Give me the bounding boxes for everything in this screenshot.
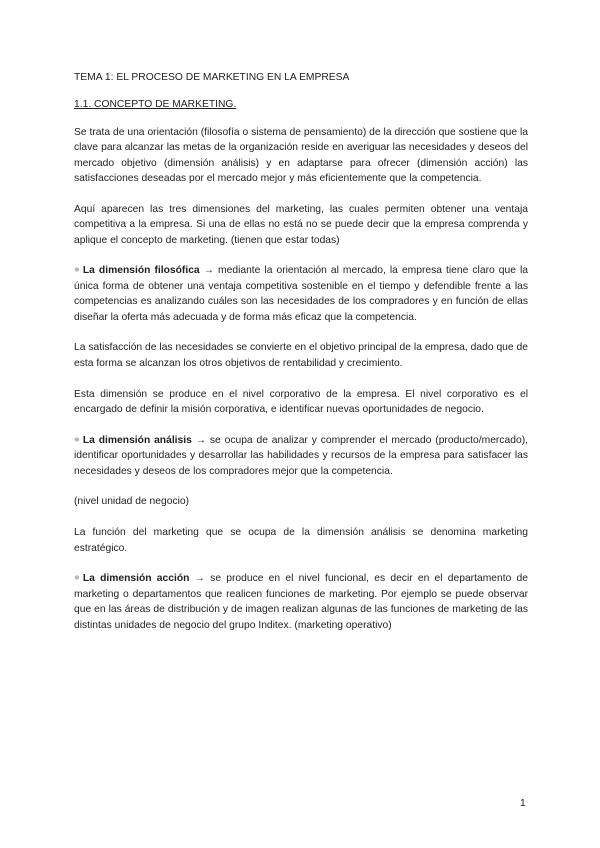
text-dimension-analisis: → se ocupa de analizar y comprender el mercado (producto/mercado), identificar oportunidades y desarrollar las habilidades y recursos de la empresa para satisfacer las necesidades y deseos de los compradores mejor que la competencia. — [74, 434, 528, 477]
snowflake-bullet-icon: ❅ — [74, 436, 80, 444]
paragraph-marketing-estrategico: La función del marketing que se ocupa de la dimensión análisis se denomina marketing estratégico. — [74, 527, 528, 554]
paragraph-definition: Se trata de una orientación (filosofía o sistema de pensamiento) de la dirección que sostiene que la clave para alcanzar las metas de la organización reside en averiguar las necesidades y deseos del mercado objetivo (dimensión análisis) y en adaptarse para ofrecer (dimensión acción) las satisfacciones deseadas por el mercado mejor y más eficientemente que la competencia. — [74, 126, 528, 185]
document-content — [74, 70, 528, 648]
paragraph-nivel-unidad: (nivel unidad de negocio) — [74, 496, 190, 508]
term-dimension-accion: La dimensión acción — [82, 573, 190, 585]
paragraph-dimension-accion — [74, 571, 528, 633]
term-dimension-analisis: La dimensión análisis — [82, 434, 192, 446]
term-dimension-filosofica: La dimensión filosófica — [82, 265, 200, 277]
paragraph-dimensions-intro: Aquí aparecen las tres dimensiones del marketing, las cuales permiten obtener una ventaja competitiva a la empresa. Si una de ellas no está no se puede decir que la empresa comprenda y aplique el concepto de marketing. (tienen que estar todas) — [74, 203, 528, 246]
text-dimension-accion: → se produce en el nivel funcional, es decir en el departamento de marketing o departamentos que realicen funciones de marketing. Por ejemplo se puede observar que en las áreas de distribución y de imagen realizan algunas de las funciones de marketing de las distintas unidades de negocio del grupo Inditex. (marketing operativo) — [74, 573, 528, 631]
page-number: 1 — [520, 798, 526, 809]
paragraph-satisfaccion: La satisfacción de las necesidades se convierte en el objetivo principal de la empresa, dado que de esta forma se alcanzan los otros objetivos de rentabilidad y crecimiento. — [74, 342, 528, 369]
snowflake-bullet-icon: ❅ — [74, 575, 80, 583]
section-heading: 1.1. CONCEPTO DE MARKETING. — [74, 99, 237, 111]
paragraph-nivel-corporativo: Esta dimensión se produce en el nivel corporativo de la empresa. El nivel corporativo es el encargado de definir la misión corporativa, e identificar nuevas oportunidades de negocio. — [74, 388, 528, 416]
paragraph-dimension-filosofica — [74, 263, 528, 325]
text-dimension-filosofica: → mediante la orientación al mercado, la empresa tiene claro que la única forma de obtener una ventaja competitiva sostenible en el tiempo y defendible frente a las competencias es analizando cuáles son las necesidades de los compradores y en función de ellas diseñar la oferta más adecuada y de forma más eficaz que la competencia. — [74, 265, 528, 323]
snowflake-bullet-icon: ❅ — [74, 267, 80, 275]
document-title: TEMA 1: EL PROCESO DE MARKETING EN LA EMPRESA — [74, 72, 350, 83]
paragraph-dimension-analisis — [74, 433, 528, 479]
